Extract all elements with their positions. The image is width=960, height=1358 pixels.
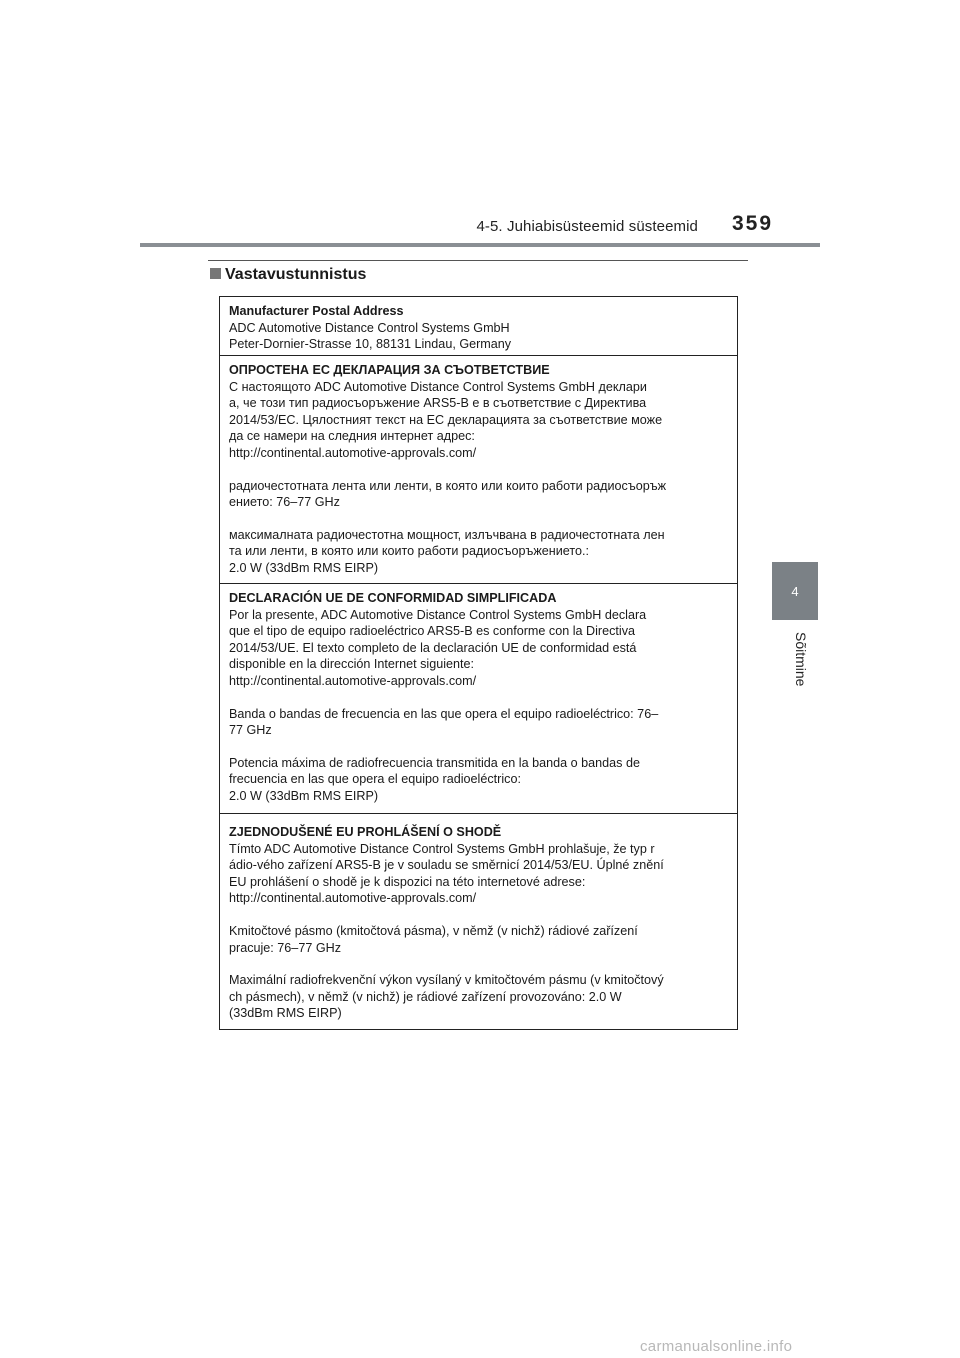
spanish-declaration-block <box>220 584 737 814</box>
text-line: 2.0 W (33dBm RMS EIRP) <box>229 560 379 575</box>
paragraph <box>229 755 727 805</box>
paragraph <box>229 923 727 956</box>
text-line: да се намери на следния интернет адрес: <box>229 429 475 444</box>
watermark: carmanualsonline.info <box>640 1338 793 1355</box>
paragraph <box>229 607 727 690</box>
paragraph <box>229 379 727 462</box>
block-title: Manufacturer Postal Address <box>229 304 404 318</box>
text-line: que el tipo de equipo radioeléctrico ARS5-B es conforme con la Directiva <box>229 624 636 639</box>
text-line: ádio-vého zařízení ARS5-B je v souladu se směrnicí 2014/53/EU. Úplné znění <box>229 858 664 873</box>
chapter-tab <box>772 562 818 620</box>
text-line: EU prohlášení o shodě je k dispozici na této internetové adrese: <box>229 874 586 889</box>
text-line: Kmitočtové pásmo (kmitočtová pásma), v němž (v nichž) rádiové zařízení <box>229 923 638 938</box>
url-text: http://continental.automotive-approvals.com/ <box>229 445 477 460</box>
header-rule <box>140 243 820 247</box>
text-line: ch pásmech), v němž (v nichž) je rádiové zařízení provozováno: 2.0 W <box>229 989 622 1004</box>
text-line: а, че този тип радиосъоръжение ARS5-B е в съответствие с Директива <box>229 396 647 411</box>
paragraph <box>229 527 727 577</box>
section-heading <box>210 266 366 284</box>
text-line: Banda o bandas de frecuencia en las que opera el equipo radioeléctrico: 76– <box>229 706 659 721</box>
section-rule <box>208 260 748 261</box>
text-line: максималната радиочестотна мощност, излъчвана в радиочестотната лен <box>229 527 665 542</box>
text-line: frecuencia en las que opera el equipo radioeléctrico: <box>229 772 521 787</box>
text-line: радиочестотната лента или ленти, в която или които работи радиосъоръж <box>229 478 667 493</box>
text-line: Maximální radiofrekvenční výkon vysílaný v kmitočtovém pásmu (v kmitočtový <box>229 973 664 988</box>
text-line: Peter-Dornier-Strasse 10, 88131 Lindau, Germany <box>229 337 512 352</box>
text-line: Potencia máxima de radiofrecuencia transmitida en la banda o bandas de <box>229 755 640 770</box>
bulgarian-declaration-block <box>220 356 737 584</box>
square-bullet-icon <box>210 268 221 279</box>
paragraph <box>229 841 727 907</box>
paragraph <box>229 478 727 511</box>
page-number: 359 <box>732 212 774 235</box>
paragraph <box>229 706 727 739</box>
chapter-tab-number: 4 <box>791 583 799 599</box>
text-line: 77 GHz <box>229 723 272 738</box>
block-title: DECLARACIÓN UE DE CONFORMIDAD SIMPLIFICADA <box>229 591 557 605</box>
text-line: disponible en la dirección Internet siguiente: <box>229 657 475 672</box>
paragraph <box>229 972 727 1022</box>
text-line: Por la presente, ADC Automotive Distance Control Systems GmbH declara <box>229 607 647 622</box>
text-line: (33dBm RMS EIRP) <box>229 1006 342 1021</box>
text-line: 2.0 W (33dBm RMS EIRP) <box>229 788 379 803</box>
text-line: pracuje: 76–77 GHz <box>229 940 342 955</box>
text-line: С настоящото ADC Automotive Distance Control Systems GmbH деклари <box>229 379 647 394</box>
text-line: 2014/53/UE. El texto completo de la declaración UE de conformidad está <box>229 640 637 655</box>
text-line: та или ленти, в която или които работи радиосъоръжението.: <box>229 544 590 559</box>
czech-declaration-block <box>220 814 737 1029</box>
declaration-box <box>219 296 738 1030</box>
section-heading-text: Vastavustunnistus <box>225 266 367 283</box>
block-title: ZJEDNODUŠENÉ EU PROHLÁŠENÍ O SHODĚ <box>229 825 502 839</box>
manufacturer-address-block <box>220 297 737 356</box>
running-header-section: 4-5. Juhiabisüsteemid süsteemid <box>476 218 698 235</box>
url-text: http://continental.automotive-approvals.com/ <box>229 673 477 688</box>
text-line: Tímto ADC Automotive Distance Control Systems GmbH prohlašuje, že typ r <box>229 841 655 856</box>
text-line: 2014/53/ЕС. Цялостният текст на ЕС декларацията за съответствие може <box>229 412 663 427</box>
block-title: ОПРОСТЕНА ЕС ДЕКЛАРАЦИЯ ЗА СЪОТВЕТСТВИЕ <box>229 363 550 377</box>
url-text: http://continental.automotive-approvals.com/ <box>229 891 477 906</box>
chapter-tab-label: Sõitmine <box>793 632 809 687</box>
text-line: ението: 76–77 GHz <box>229 495 340 510</box>
text-line: ADC Automotive Distance Control Systems GmbH <box>229 320 510 335</box>
